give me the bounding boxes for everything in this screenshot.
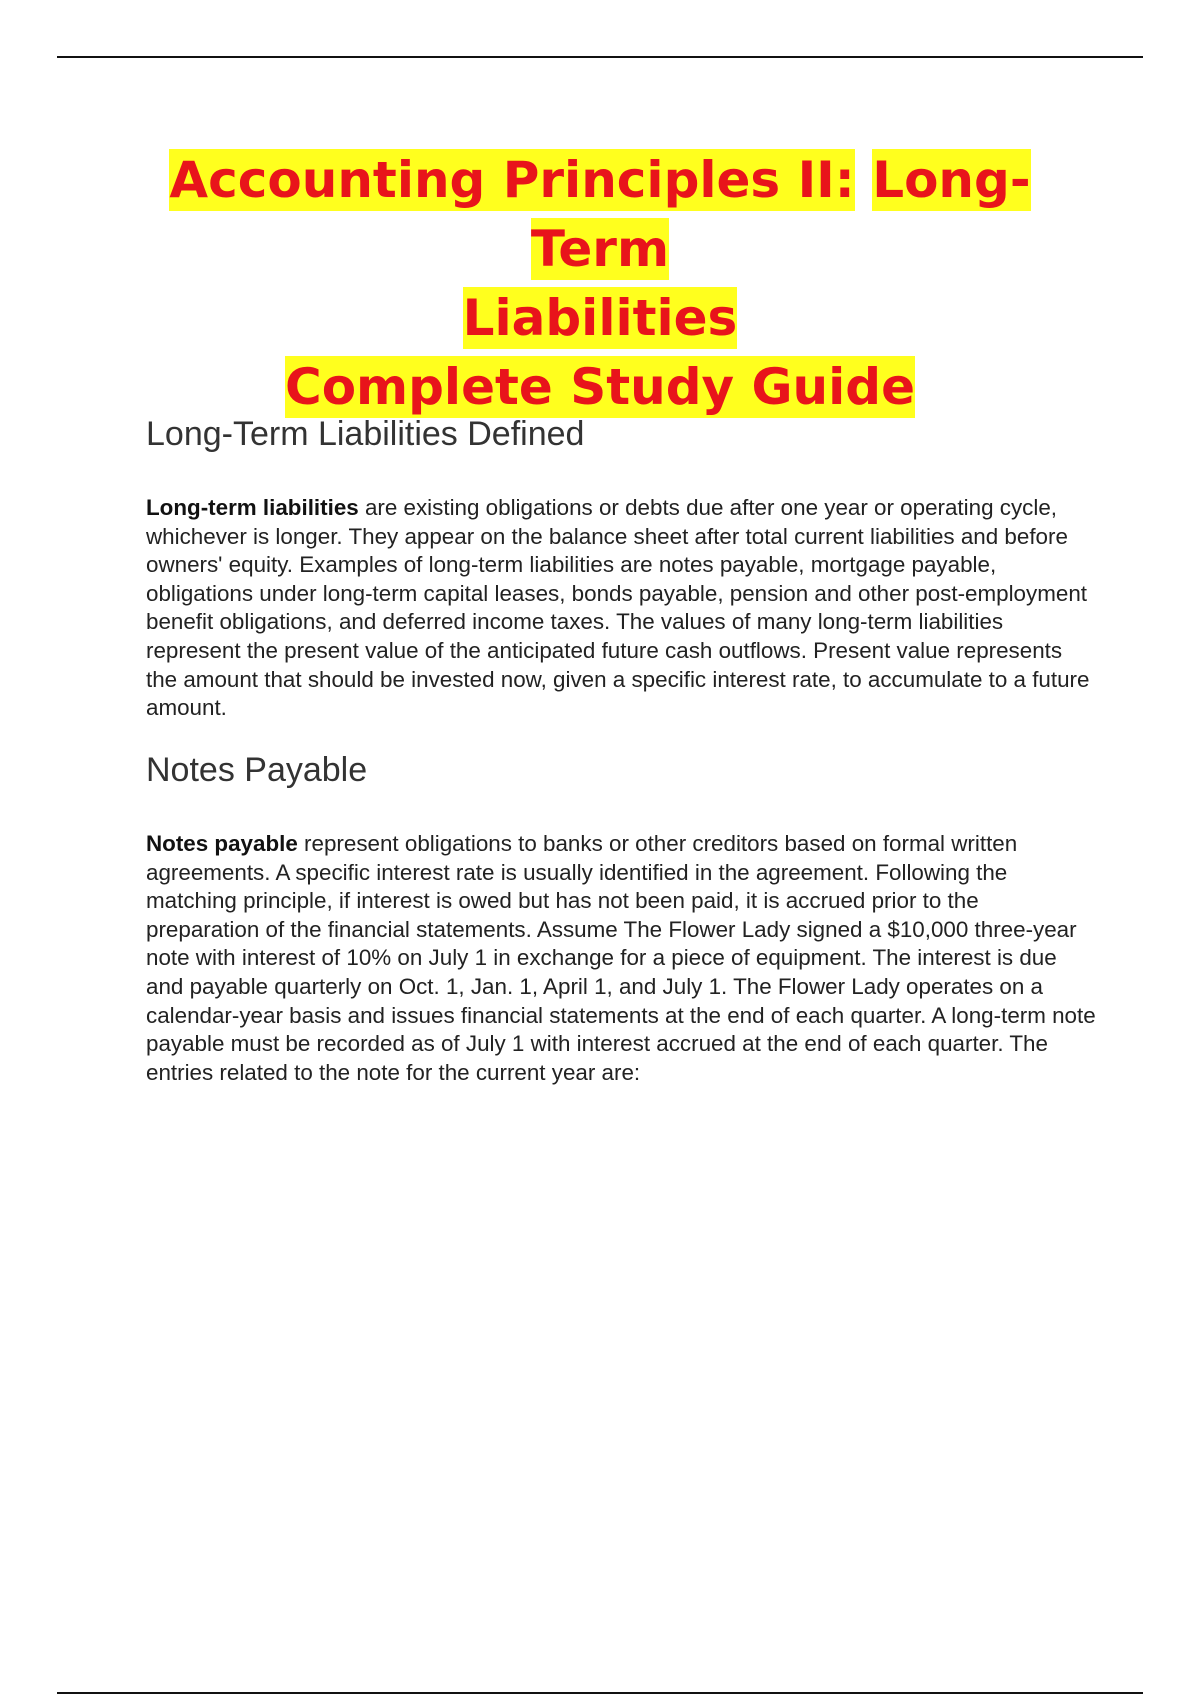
- document-title: [120, 146, 1080, 422]
- title-line3: Complete Study Guide: [285, 358, 915, 416]
- title-line2: Liabilities: [462, 289, 738, 347]
- section-notes-payable: [146, 750, 1096, 1087]
- title-line1-a: Accounting Principles II:: [169, 151, 855, 209]
- top-rule: [57, 56, 1143, 58]
- paragraph-text: represent obligations to banks or other creditors based on formal written agreements. A specific interest rate is usually identified in the agreement. Following the matching principle, if interest is owed but has not been paid, it is accrued prior to the preparation of the financial statements. Assume The Flower Lady signed a $10,000 three-year note with interest of 10% on July 1 in exchange for a piece of equipment. The interest is due and payable quarterly on Oct. 1, Jan. 1, April 1, and July 1. The Flower Lady operates on a calendar-year basis and issues financial statements at the end of each quarter. A long-term note payable must be recorded as of July 1 with interest accrued at the end of each quarter. The entries related to the note for the current year are:: [146, 831, 1096, 1085]
- defined-term: Notes payable: [146, 831, 298, 856]
- section-heading: Long-Term Liabilities Defined: [146, 415, 585, 453]
- section-long-term-liabilities: [146, 414, 1096, 723]
- defined-term: Long-term liabilities: [146, 495, 359, 520]
- section-paragraph: [146, 830, 1096, 1087]
- section-heading: Notes Payable: [146, 751, 368, 789]
- paragraph-text: are existing obligations or debts due after one year or operating cycle, whichever is longer. They appear on the balance sheet after total current liabilities and before owners' equity. Examples of long-term liabilities are notes payable, mortgage payable, obligations under long-term capital leases, bonds payable, pension and other post-employment benefit obligations, and deferred income taxes. The values of many long-term liabilities represent the present value of the anticipated future cash outflows. Present value represents the amount that should be invested now, given a specific interest rate, to accumulate to a future amount.: [146, 495, 1090, 721]
- title-line1-b: Long-Term: [530, 151, 1031, 278]
- section-paragraph: [146, 494, 1096, 723]
- bottom-rule: [57, 1692, 1143, 1694]
